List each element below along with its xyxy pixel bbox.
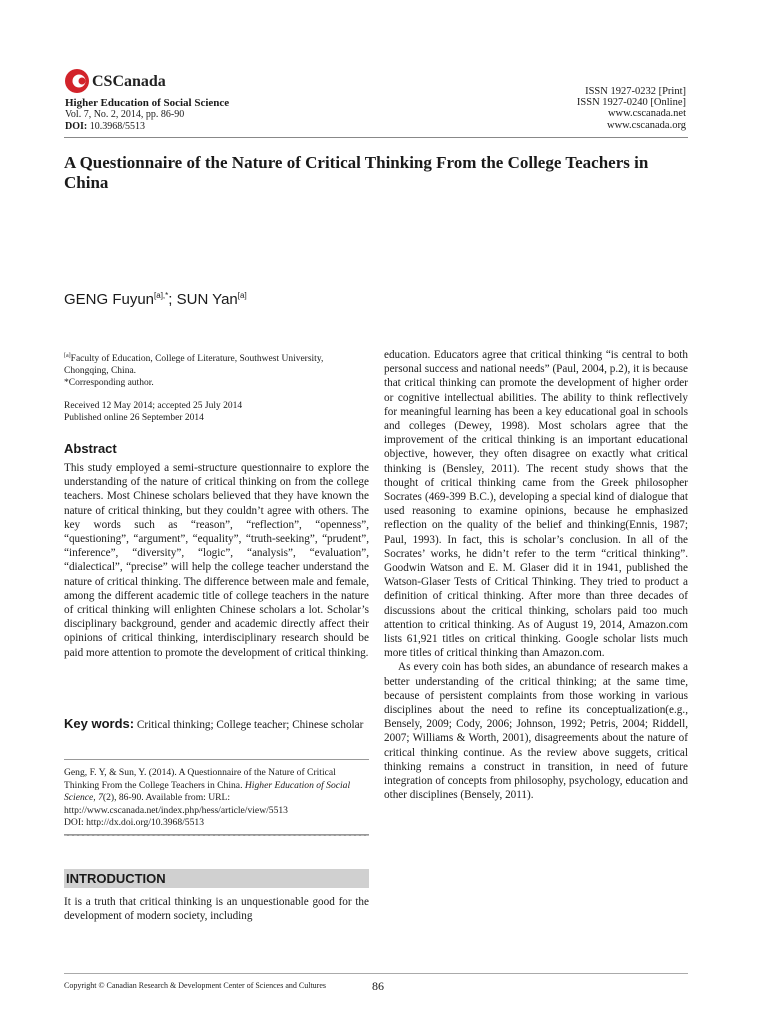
journal-name: Higher Education of Social Science	[65, 97, 230, 109]
introduction-heading: INTRODUCTION	[64, 869, 369, 888]
published-date: Published online 26 September 2014	[64, 413, 204, 423]
citation-block: Geng, F. Y, & Sun, Y. (2014). A Questionnaire of the Nature of Critical Thinking From the College Teachers in China. Higher Education of Social Science, 7(2), 86-90. Available from: URL: http://www.cscanada.net/index.php/hess/article/view/5513 DOI: http://dx.doi.org/10.3968/5513	[64, 767, 351, 829]
introduction-text: It is a truth that critical thinking is an unquestionable good for the development of modern society, including	[64, 896, 369, 923]
author-separator: ;	[168, 291, 177, 308]
corresponding-note: *Corresponding author.	[64, 378, 154, 389]
footer-divider	[64, 973, 688, 974]
doi-value: 10.3968/5513	[89, 121, 146, 132]
keywords-label: Key words:	[64, 716, 135, 731]
abstract-heading: Abstract	[64, 441, 117, 456]
keywords-text: Critical thinking; College teacher; Chinese scholar	[134, 719, 364, 731]
cscanada-logo-icon	[64, 68, 90, 94]
author-1: GENG Fuyun	[64, 291, 155, 308]
issn-online: ISSN 1927-0240 [Online]	[576, 97, 686, 108]
publisher-name: CSCanada	[92, 73, 166, 90]
right-column	[384, 348, 688, 803]
right-column-paragraph-1: education. Educators agree that critical thinking “is central to both personal success and national needs” (Paul, 2004, p.2), it is because that critical thinking can promote the development of higher order or cognitive intellectual abilities. The ability to think reflectively for meaningful learning has been a key educational goal in schools and colleges (Dewey, 1998). Most scholars agree that the improvement of the critical thinking is an important educational objective, however, they often disagree on exactly what critical thinking is (Bensley, 2011). The recent study shows that the thought of critical thinking came from the Greek philosopher Socrates (469-399 B.C.), developing a special kind of dialogue that used reasoning to examine opinions, because he emphasized reflection on the quality of the belief and thinking(Ennis, 1987; Paul, 1993). In fact, this is scholar’s conclusion. In all of the Socrates’ works, he didn’t refer to the term “critical thinking”. Goodwin Watson and E. M. Glaser did it in 1941, published the Watson-Glaser Tests of Critical Thinking. They tried to product a definition of critical thinking. After more than three decades of discussions about the critical thinking, scholars paid too much attention to critical thinking. As of August 19, 2014, Amazon.com lists 61,921 titles on critical thinking. Google scholar lists much more titles of critical thinking than Amazon.com.	[384, 349, 688, 660]
site-url-org[interactable]: www.cscanada.org	[606, 120, 686, 131]
citation-volume: 7	[98, 792, 103, 804]
citation-divider-bottom	[64, 834, 369, 836]
citation-part2: (2), 86-90. Available from: URL: http://www.cscanada.net/index.php/hess/article/view/5513	[64, 792, 288, 816]
page-number: 86	[372, 979, 384, 993]
paper-title: A Questionnaire of the Nature of Critical Thinking From the College Teachers in China	[64, 153, 649, 192]
author-1-sup: [a],*	[154, 291, 169, 300]
author-2: SUN Yan	[176, 291, 238, 308]
header-divider	[64, 137, 688, 138]
right-column-paragraph-2: As every coin has both sides, an abundance of research makes a better understanding of the critical thinking; at the same time, because of persistent complaints from those working in various disciplines about the need to refine its conceptualization(e.g., Bensely, 2009; Cody, 2006; Johnson, 1992; Petris, 2004; Riddell, 2007; Williams & Worth, 2001), disagreements about the nature of critical thinking continue. As the review above suggets, critical thinking remains a construct in transition, in need of future integration of concepts from philosophy, psychology, education and other disciplines (Bensely, 2011).	[384, 661, 688, 802]
doi-label: DOI:	[65, 121, 88, 132]
abstract-text: This study employed a semi-structure questionnaire to explore the understanding of the nature of critical thinking on from the college teachers. Most Chinese scholars believed that they have known the nature of critical thinking, but they couldn’t agree with others. The key words such as “reason”, “reflection”, “openness”, “questioning”, “argument”, “equality”, “truth-seeking”, “prudent”, “inference”, “diversity”, “logic”, “analysis”, “evaluation”, “dialectical”, “precise” will help the college teacher understand the nature of critical thinking. The difference between male and female, among the different academic title of college teachers in the nature of critical thinking will enlighten Chinese scholars a lot. Scholar’s disciplinary background, gender and academic directly affect their opinions of critical thinking, interdisciplinary research should be paid more attention to promote the development of critical thinking.	[64, 462, 369, 659]
received-date: Received 12 May 2014; accepted 25 July 2014	[64, 401, 243, 411]
citation-journal: Higher Education of Social Science	[64, 779, 351, 804]
citation-part1: Geng, F. Y, & Sun, Y. (2014). A Questionnaire of the Nature of Critical Thinking From the College Teachers in China.	[64, 767, 336, 791]
keywords	[64, 717, 369, 732]
doi-line	[65, 121, 145, 133]
issn-print: ISSN 1927-0232 [Print]	[585, 86, 686, 97]
volume-info: Vol. 7, No. 2, 2014, pp. 86-90	[65, 109, 185, 120]
author-line	[64, 291, 247, 308]
affiliation-text: Faculty of Education, College of Literature, Southwest University, Chongqing, China.	[64, 354, 324, 377]
site-url-net[interactable]: www.cscanada.net	[607, 108, 686, 119]
citation-doi[interactable]: DOI: http://dx.doi.org/10.3968/5513	[64, 817, 204, 829]
footer-copyright: Copyright © Canadian Research & Development Center of Sciences and Cultures	[64, 981, 327, 990]
citation-divider-top	[64, 759, 369, 760]
author-2-sup: [a]	[237, 291, 247, 300]
affiliation-mark: [a]	[64, 353, 71, 359]
article-dates	[64, 400, 369, 424]
affiliation	[64, 350, 369, 389]
